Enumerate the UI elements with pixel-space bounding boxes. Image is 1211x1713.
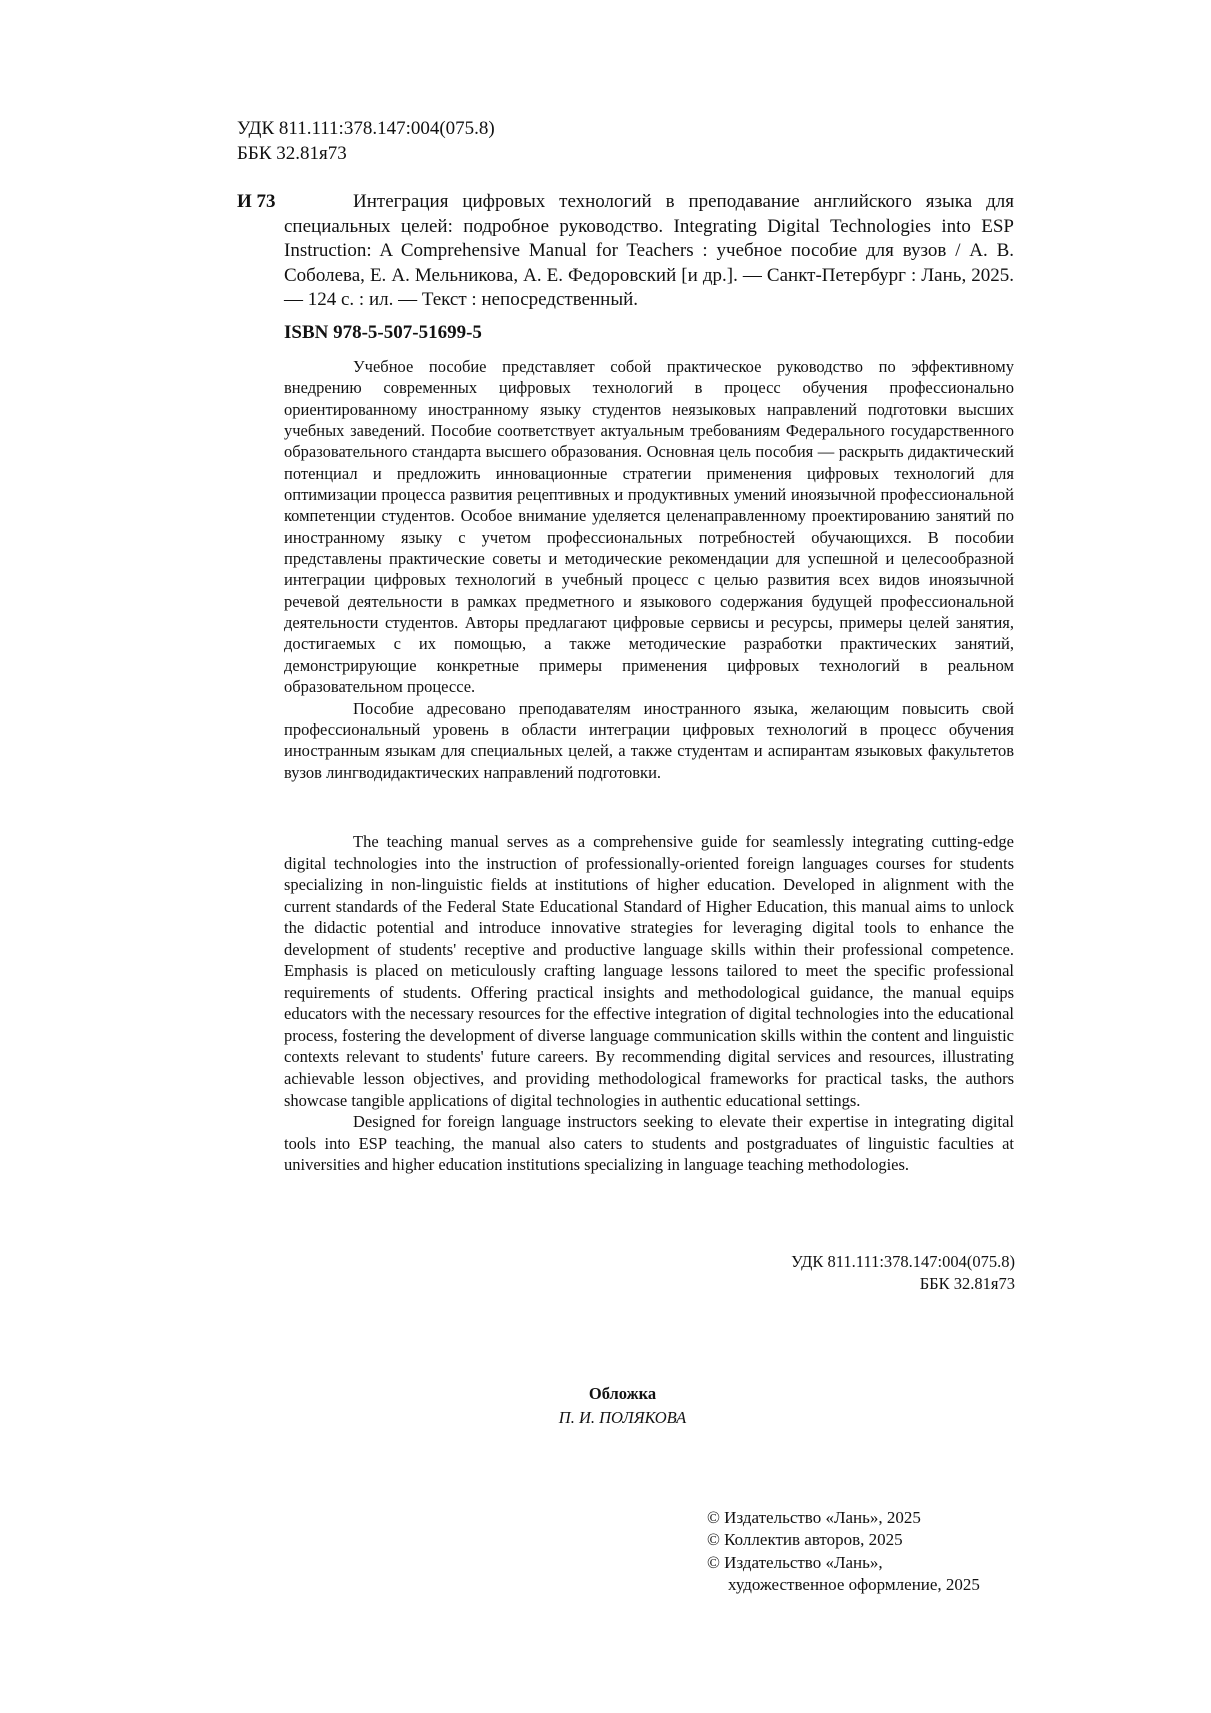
isbn: ISBN 978-5-507-51699-5 [284, 322, 482, 343]
bibliographic-description: Интеграция цифровых технологий в преподавание английского языка для специальных целей: подробное руководство. Integrating Digital Technologies into ESP Instruction: A Comprehensive Manual for Teachers : учебное пособие для вузов / А. В. Соболева, Е. А. Мельникова, А. Е. Федоровский [и др.]. — Санкт-Петербург : Лань, 2025. — 124 с. : ил. — Текст : непосредственный. [284, 191, 1014, 310]
copyright-line: © Издательство «Лань», 2025 [707, 1508, 921, 1527]
copyright-line: © Издательство «Лань», [707, 1552, 883, 1572]
bbk-code: ББК 32.81я73 [919, 1274, 1015, 1293]
abstract-russian [284, 356, 1014, 783]
copyright-line: художественное оформление, 2025 [728, 1574, 980, 1594]
abstract-paragraph: Пособие адресовано преподавателям иностранного языка, желающим повысить свой профессиональный уровень в области интеграции цифровых технологий в процесс обучения иностранным языкам для специальных целей, а также студентам и аспирантам языковых факультетов вузов лингводидактических направлений подготовки. [284, 698, 1014, 782]
cover-credit-title: Обложка [588, 1384, 657, 1403]
copyright-block [707, 1507, 980, 1596]
abstract-english [284, 831, 1014, 1176]
cover-designer-name: П. И. ПОЛЯКОВА [558, 1408, 687, 1427]
copyright-line: © Коллектив авторов, 2025 [707, 1530, 903, 1550]
abstract-paragraph: The teaching manual serves as a comprehensive guide for seamlessly integrating cutting-edge digital technologies into the instruction of professionally-oriented foreign languages courses for students specializing in non-linguistic fields at institutions of higher education. Developed in alignment with the current standards of the Federal State Educational Standard of Higher Education, this manual aims to unlock the didactic potential and introduce innovative strategies for leveraging digital tools to enhance the development of students' receptive and productive language skills within their professional competence. Emphasis is placed on meticulously crafting language lessons tailored to meet the specific professional requirements of students. Offering practical insights and methodological guidance, the manual equips educators with the necessary resources for the effective integration of digital technologies into the educational process, fostering the development of diverse language communication skills within the content and linguistic contexts relevant to students' future careers. By recommending digital services and resources, illustrating achievable lesson objectives, and providing methodological frameworks for practical tasks, the authors showcase tangible applications of digital technologies in authentic educational settings. [284, 832, 1014, 1110]
udk-code: УДК 811.111:378.147:004(075.8) [237, 118, 495, 139]
bbk-code: ББК 32.81я73 [237, 143, 347, 164]
author-cipher: И 73 [237, 191, 276, 212]
abstract-paragraph: Designed for foreign language instructors seeking to elevate their expertise in integrating digital tools into ESP teaching, the manual also caters to students and postgraduates of linguistic faculties at universities and higher education institutions specializing in language teaching methodologies. [284, 1112, 1014, 1175]
abstract-paragraph: Учебное пособие представляет собой практическое руководство по эффективному внедрению современных цифровых технологий в процесс обучения профессионально ориентированному иностранному языку студентов неязыковых направлений подготовки высших учебных заведений. Пособие соответствует актуальным требованиям Федерального государственного образовательного стандарта высшего образования. Основная цель пособия — раскрыть дидактический потенциал и предложить инновационные стратегии применения цифровых технологий для оптимизации процесса развития рецептивных и продуктивных умений иноязычной профессиональной компетенции студентов. Особое внимание уделяется целенаправленному проектированию занятий по иностранному языку с учетом профессиональных потребностей обучающихся. В пособии представлены практические советы и методические рекомендации для успешной и целесообразной интеграции цифровых технологий в учебный процесс с целью развития всех видов иноязычной речевой деятельности в рамках предметного и языкового содержания будущей профессиональной деятельности студентов. Авторы предлагают цифровые сервисы и ресурсы, примеры целей занятия, достигаемых с их помощью, а также методические разработки практических занятий, демонстрирующие конкретные примеры применения цифровых технологий в реальном образовательном процессе. [284, 357, 1014, 697]
classification-codes-top [237, 116, 495, 166]
bibliographic-record [237, 190, 1014, 313]
classification-codes-bottom [791, 1251, 1015, 1295]
udk-code: УДК 811.111:378.147:004(075.8) [791, 1252, 1015, 1271]
